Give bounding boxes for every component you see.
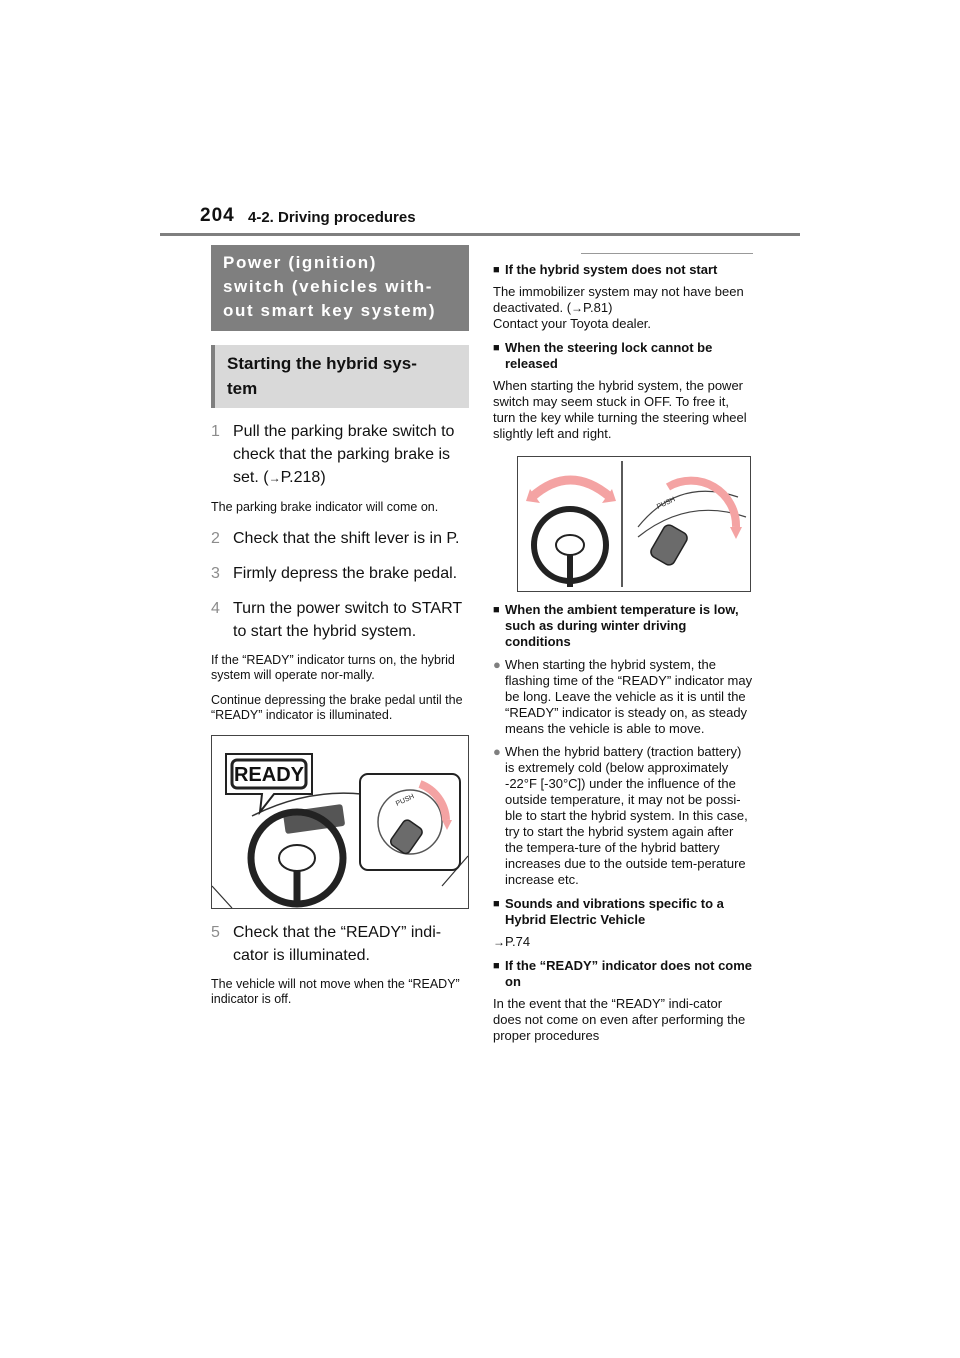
body-text: The immobilizer system may not have been deactivated. (: [493, 284, 744, 315]
step-number: 5: [211, 924, 220, 941]
heading-text: When the ambient temperature is low, such as during winter driving conditions: [505, 602, 739, 649]
heading-steering-lock: [493, 340, 753, 372]
step-text: Firmly depress the brake pedal.: [233, 565, 458, 582]
heading-sounds-vibrations: [493, 896, 753, 928]
step-1: [211, 420, 469, 490]
step-number: 1: [211, 423, 220, 440]
subtitle-line: Starting the hybrid sys-: [227, 354, 417, 373]
steering-key-illustration: [518, 457, 750, 591]
page-header: [200, 205, 800, 235]
text-steering-lock: When starting the hybrid system, the power switch may seem stuck in OFF. To free it, turn the key while turning the steering wheel slightly left and right.: [493, 378, 747, 441]
title-line: switch (vehicles with-: [223, 277, 433, 296]
page-ref-link[interactable]: P.74: [505, 934, 531, 949]
dashboard-illustration: [212, 736, 468, 908]
arrow-right-icon: →: [493, 935, 505, 949]
step-3: [211, 562, 469, 585]
text-ready-not-on: In the event that the “READY” indi-cator does not come on even after performing the proper procedures: [493, 996, 746, 1043]
heading-text: When the steering lock cannot be released: [505, 340, 713, 371]
step-number: 2: [211, 530, 220, 547]
heading-text: If the “READY” indicator does not come on: [505, 958, 753, 989]
section-title: 4-2. Driving procedures: [248, 209, 416, 226]
heading-text: If the hybrid system does not start: [505, 262, 718, 277]
step-4: [211, 597, 469, 643]
bullet-text: When the hybrid battery (traction battery) is extremely cold (below approximately -22°F [-30°C]) under the influence of the outside temperature, it may not be possi-ble to start the hybrid system. In this case, try to start the hybrid system again after the tempera-ture of the hybrid battery increases due to the outside tem-perature increase etc.: [505, 744, 748, 887]
note-continue-brake: Continue depressing the brake pedal until the “READY” indicator is illuminated.: [211, 693, 463, 722]
subtitle-box: [211, 345, 469, 408]
step-text: Check that the shift lever is in P.: [233, 530, 460, 547]
step-text: Pull the parking brake switch to check that the parking brake is set. (: [233, 423, 455, 486]
step-2: [211, 527, 469, 550]
body-text: Contact your Toyota dealer.: [493, 316, 652, 331]
square-bullet-icon: ■: [493, 342, 500, 354]
text-immobilizer: [493, 284, 753, 332]
note-parking-brake: The parking brake indicator will come on.: [211, 500, 439, 514]
bullet-flashing-time: [493, 657, 753, 737]
step-5: [211, 921, 469, 967]
bullet-text: When starting the hybrid system, the flashing time of the “READY” indicator may be long. Leave the vehicle as it is until the “READY” indicator is steady on, as steady means the vehicle is able to move.: [505, 657, 753, 736]
push-label: PUSH: [394, 793, 416, 808]
note-not-move: The vehicle will not move when the “READY” indicator is off.: [211, 977, 460, 1006]
arrow-right-icon: →: [571, 301, 584, 315]
step-text: Turn the power switch to START to start the hybrid system.: [233, 600, 462, 640]
step-number: 3: [211, 565, 220, 582]
header-rule: [160, 233, 800, 236]
page-title-box: [211, 245, 469, 331]
step-ref-link[interactable]: P.218): [280, 469, 326, 486]
left-column: [211, 245, 469, 1007]
square-bullet-icon: ■: [493, 898, 500, 910]
step-number: 4: [211, 600, 220, 617]
heading-text: Sounds and vibrations specific to a Hybrid Electric Vehicle: [505, 896, 724, 927]
title-line: Power (ignition): [223, 253, 378, 272]
step-text: Check that the “READY” indi-cator is illuminated.: [233, 924, 442, 964]
bullet-cold-battery: [493, 744, 753, 888]
heading-low-temperature: [493, 602, 753, 650]
round-bullet-icon: ●: [493, 744, 501, 759]
subtitle-line: tem: [227, 379, 258, 398]
heading-not-start: [493, 262, 753, 278]
round-bullet-icon: ●: [493, 657, 501, 672]
arrow-right-icon: →: [268, 471, 281, 485]
square-bullet-icon: ■: [493, 604, 500, 616]
push-label: PUSH: [655, 496, 677, 511]
ref-sounds: [493, 934, 753, 950]
note-ready-on: If the “READY” indicator turns on, the hybrid system will operate nor-mally.: [211, 653, 455, 682]
square-bullet-icon: ■: [493, 264, 500, 276]
title-line: out smart key system): [223, 301, 437, 320]
square-bullet-icon: ■: [493, 960, 500, 972]
ready-indicator-figure: [211, 735, 469, 909]
page-ref-link[interactable]: P.81): [583, 300, 613, 315]
page-number: 204: [200, 205, 235, 226]
ready-label: READY: [233, 764, 305, 786]
right-column: [493, 253, 753, 1044]
column-rule: [581, 253, 753, 254]
heading-ready-not-on: [493, 958, 753, 990]
steering-lock-figure: [517, 456, 751, 592]
